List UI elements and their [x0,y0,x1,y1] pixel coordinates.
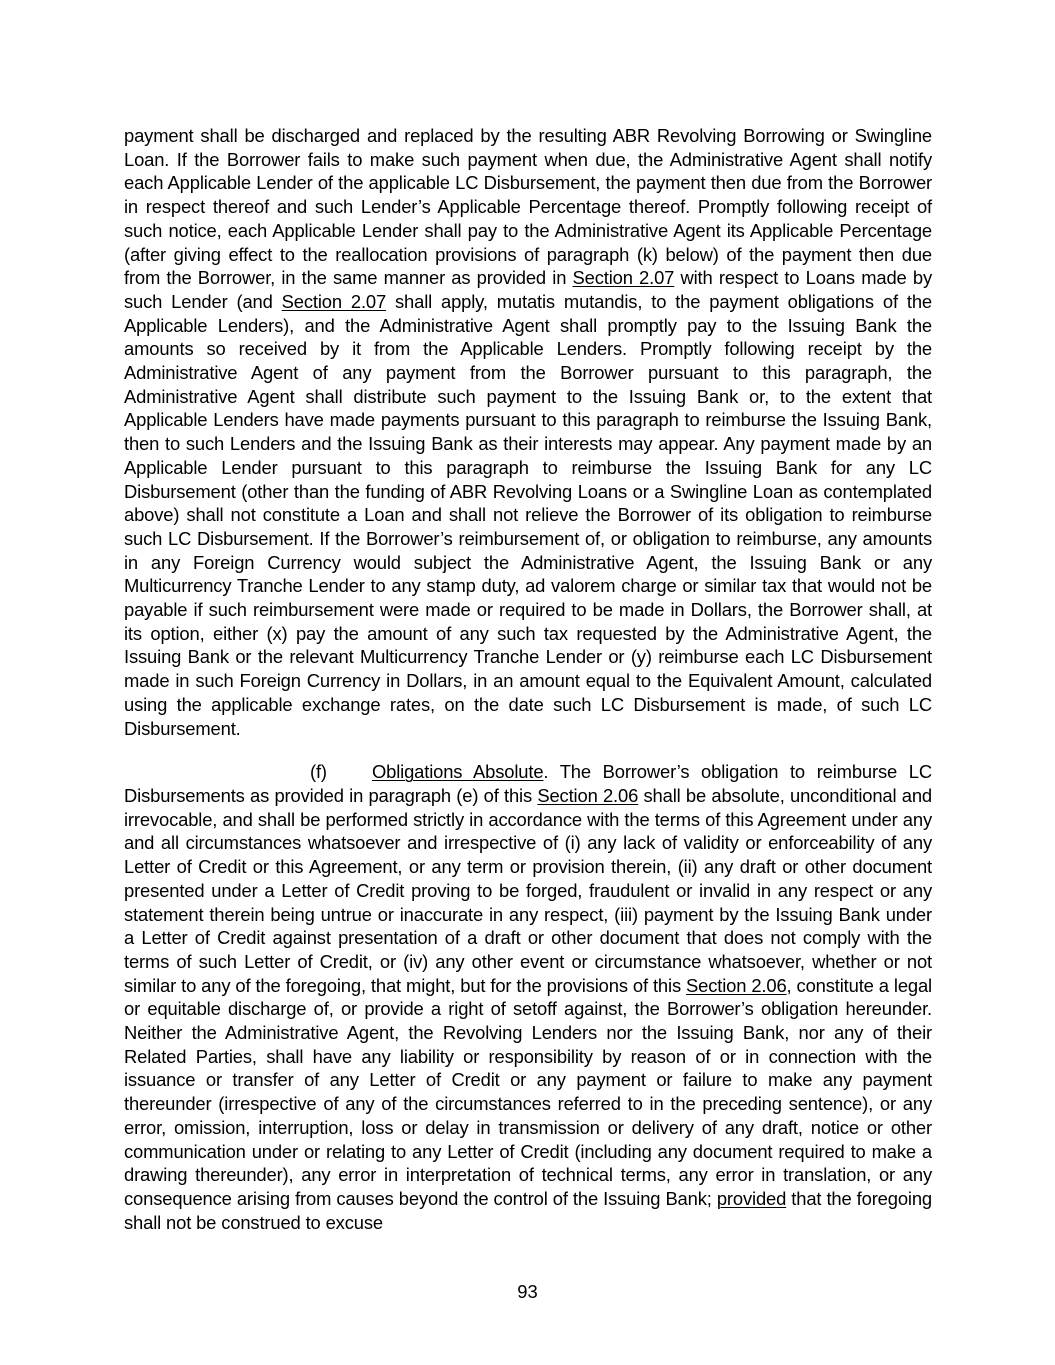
section-reference: Section 2.07 [281,290,387,312]
paragraph-text: payment shall be discharged and replaced by the resulting ABR Revolving Borrowing or Swingline Loan. If the Borrower fails to make such payment when due, the Administrative Agent shall notify each Applicable Lender of the applicable LC Disbursement, the payment then due from the Borrower in respect thereof and such Lender’s Applicable Percentage thereof. Promptly following receipt of such notice, each Applicable Lender shall pay to the Administrative Agent its Applicable Percentage (after giving effect to the reallocation provisions of paragraph (k) below) of the payment then due from the Borrower, in the same manner as provided in [124,125,932,289]
paragraph-f [124,760,932,1234]
paragraph-heading: Obligations Absolute [372,761,544,783]
paragraph-e-continued [124,124,932,740]
paragraph-text: shall apply, mutatis mutandis, to the payment obligations of the Applicable Lenders), and the Administrative Agent shall promptly pay to the Issuing Bank the amounts so received by it from the Applicable Lenders. Promptly following receipt by the Administrative Agent of any payment from the Borrower pursuant to this paragraph, the Administrative Agent shall distribute such payment to the Issuing Bank or, to the extent that Applicable Lenders have made payments pursuant to this paragraph to reimburse the Issuing Bank, then to such Lenders and the Issuing Bank as their interests may appear. Any payment made by an Applicable Lender pursuant to this paragraph to reimburse the Issuing Bank for any LC Disbursement (other than the funding of ABR Revolving Loans or a Swingline Loan as contemplated above) shall not constitute a Loan and shall not relieve the Borrower of its obligation to reimburse such LC Disbursement. If the Borrower’s reimbursement of, or obligation to reimburse, any amounts in any Foreign Currency would subject the Administrative Agent, the Issuing Bank or any Multicurrency Tranche Lender to any stamp duty, ad valorem charge or similar tax that would not be payable if such reimbursement were made or required to be made in Dollars, the Borrower shall, at its option, either (x) pay the amount of any such tax requested by the Administrative Agent, the Issuing Bank or the relevant Multicurrency Tranche Lender or (y) reimburse each LC Disbursement made in such Foreign Currency in Dollars, in an amount equal to the Equivalent Amount, calculated using the applicable exchange rates, on the date such LC Disbursement is made, of such LC Disbursement. [124,290,932,739]
section-reference: Section 2.06 [686,974,787,996]
paragraph-text: with respect to Loans made by such Lender (and [124,267,932,312]
paragraph-marker: (f) [310,761,327,783]
document-page [124,124,932,1234]
section-reference: Section 2.07 [572,267,675,289]
paragraph-text: that the foregoing shall not be construed to excuse [124,1187,932,1233]
proviso-term: provided [716,1187,787,1209]
section-reference: Section 2.06 [537,784,639,806]
paragraph-text: , constitute a legal or equitable discharge of, or provide a right of setoff against, the Borrower’s obligation hereunder. Neither the Administrative Agent, the Revolving Lenders nor the Issuing Bank, nor any of their Related Parties, shall have any liability or responsibility by reason of or in connection with the issuance or transfer of any Letter of Credit or any payment or failure to make any payment thereunder (irrespective of any of the circumstances referred to in the preceding sentence), or any error, omission, interruption, loss or delay in transmission or delivery of any draft, notice or other communication under or relating to any Letter of Credit (including any document required to make a drawing thereunder), any error in interpretation of technical terms, any error in translation, or any consequence arising from causes beyond the control of the Issuing Bank; [124,974,932,1209]
paragraph-text: . The Borrower’s obligation to reimburse LC Disbursements as provided in paragraph (e) of this [124,761,932,806]
paragraph-text: shall be absolute, unconditional and irrevocable, and shall be performed strictly in accordance with the terms of this Agreement under any and all circumstances whatsoever and irrespective of (i) any lack of validity or enforceability of any Letter of Credit or this Agreement, or any term or provision therein, (ii) any draft or other document presented under a Letter of Credit proving to be forged, fraudulent or invalid in any respect or any statement therein being untrue or inaccurate in any respect, (iii) payment by the Issuing Bank under a Letter of Credit against presentation of a draft or other document that does not comply with the terms of such Letter of Credit, or (iv) any other event or circumstance whatsoever, whether or not similar to any of the foregoing, that might, but for the provisions of this [124,784,932,996]
page-number: 93 [517,1281,538,1302]
